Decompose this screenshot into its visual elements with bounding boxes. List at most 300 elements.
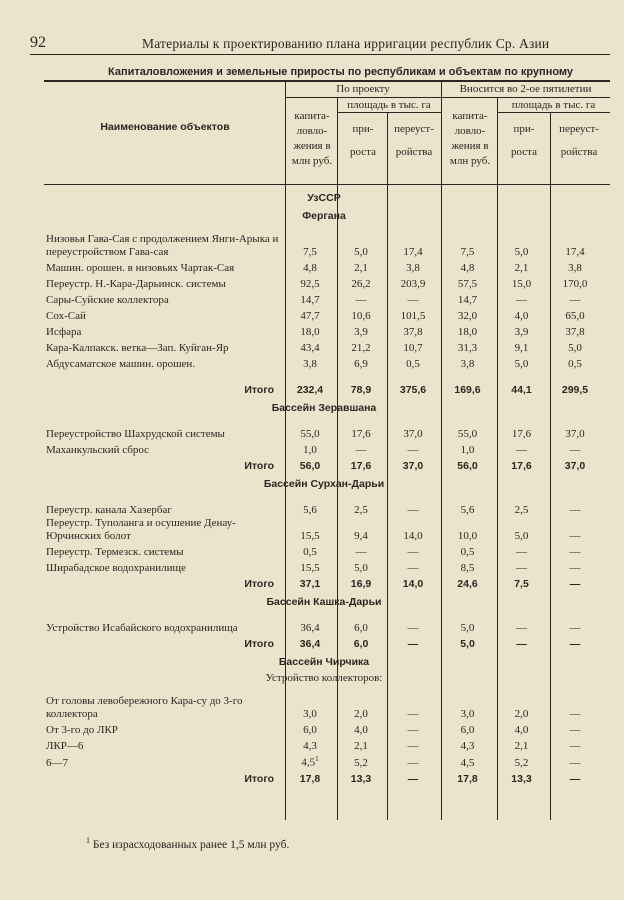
- object-name-cell: [46, 543, 284, 559]
- value-cell: 0,5: [460, 546, 475, 558]
- value-cell: —: [569, 294, 581, 306]
- object-name-cell: [46, 651, 602, 669]
- spacer-cell: [336, 223, 386, 233]
- object-name: Итого: [244, 460, 274, 472]
- value-cell: 37,0: [403, 428, 423, 440]
- value-cell: 5,0: [514, 246, 529, 258]
- object-name: Переустр. Термезск. системы: [46, 546, 184, 558]
- value-cell: 17,6: [350, 460, 372, 472]
- object-name: Устройство коллекторов:: [265, 672, 383, 684]
- value-cell: —: [407, 562, 419, 574]
- value-cell: 2,5: [354, 504, 368, 516]
- value-cell: 37,8: [565, 326, 585, 338]
- value-cell: 5,0: [460, 638, 475, 650]
- value-cell: 1,0: [460, 444, 475, 456]
- object-name-cell: [46, 381, 284, 397]
- value-cell: 18,0: [300, 326, 320, 338]
- value-cell: 203,9: [400, 278, 426, 290]
- value-cell: 3,0: [303, 708, 317, 720]
- object-name: Абдусаматское машин. орошен.: [46, 358, 196, 370]
- value-cell: —: [407, 708, 419, 720]
- value-cell: 5,6: [460, 504, 475, 516]
- value-cell: —: [569, 756, 581, 769]
- table-row: [46, 307, 602, 323]
- capital-header-2: капита- ловло- жения в млн руб.: [449, 110, 491, 167]
- object-name: Итого: [244, 638, 274, 650]
- object-name-cell: [46, 275, 284, 291]
- value-cell: 8,5: [460, 562, 475, 574]
- value-cell: 4,0: [514, 310, 529, 322]
- value-cell: 47,7: [300, 310, 320, 322]
- object-name-cell: [46, 721, 284, 737]
- value-cell: 101,5: [400, 310, 426, 322]
- object-name: Итого: [244, 578, 274, 590]
- table-row: [46, 233, 602, 259]
- table-row: [46, 491, 602, 501]
- spacer-cell: [386, 371, 440, 381]
- value-cell: —: [407, 740, 419, 752]
- object-name: Исфара: [46, 326, 82, 338]
- object-name: Кара-Калпакск. ветка—Зап. Куйган-Яр: [46, 342, 229, 354]
- table-row: [46, 355, 602, 371]
- value-cell: 5,0: [354, 246, 368, 258]
- table-row: [46, 737, 602, 753]
- value-cell: 3,0: [460, 708, 475, 720]
- value-cell: 6,0: [460, 724, 475, 736]
- object-name: Переустр. Н.-Кара-Дарьинск. системы: [46, 278, 226, 290]
- object-name: 6—7: [46, 756, 68, 769]
- spacer-cell: [495, 609, 548, 619]
- spacer-cell: [548, 685, 602, 695]
- spacer-cell: [440, 491, 495, 501]
- value-cell: 232,4: [296, 384, 324, 396]
- value-cell: —: [516, 294, 527, 306]
- spacer-cell: [284, 685, 336, 695]
- value-cell: 14,0: [403, 530, 423, 542]
- table-row: [46, 543, 602, 559]
- growth-header-2: при- роста: [511, 123, 537, 158]
- value-cell: 6,0: [303, 724, 317, 736]
- table-row: [46, 371, 602, 381]
- value-cell: 37,0: [564, 460, 586, 472]
- value-cell: 21,2: [351, 342, 371, 354]
- object-name: ЛКР—6: [46, 740, 84, 752]
- object-name-cell: [46, 575, 284, 591]
- spacer-cell: [46, 223, 284, 233]
- value-cell: 17,6: [511, 460, 532, 472]
- value-cell: 7,5: [514, 578, 529, 590]
- header-bottom-rule: [44, 184, 610, 185]
- table-row: [46, 501, 602, 517]
- object-name-cell: [46, 441, 284, 457]
- spacer-cell: [548, 491, 602, 501]
- table-row: [46, 259, 602, 275]
- header-rule: [30, 54, 610, 55]
- value-cell: 3,8: [303, 358, 317, 370]
- spacer-cell: [548, 609, 602, 619]
- running-title: Материалы к проектированию плана ирригации республик Ср. Азии: [142, 36, 550, 51]
- object-name-cell: [46, 619, 284, 635]
- value-cell: 17,8: [457, 772, 478, 785]
- name-column-header: Наименование объектов: [100, 121, 230, 133]
- spacer-cell: [284, 223, 336, 233]
- table-row: [46, 441, 602, 457]
- object-name-cell: [46, 737, 284, 753]
- value-cell: —: [569, 562, 581, 574]
- table-caption: Капиталовложения и земельные приросты по республикам и объектам по крупному: [108, 66, 574, 78]
- value-cell: 5,2: [514, 756, 529, 769]
- spacer-cell: [336, 415, 386, 425]
- value-cell: —: [569, 622, 581, 634]
- object-name-cell: [46, 770, 284, 786]
- spacer-cell: [46, 415, 284, 425]
- value-cell: —: [407, 756, 419, 769]
- spacer-cell: [284, 609, 336, 619]
- value-cell: 3,8: [568, 262, 582, 274]
- value-cell: 2,0: [354, 708, 368, 720]
- value-cell: 10,0: [457, 530, 478, 542]
- value-cell: 17,4: [403, 246, 423, 258]
- spacer-cell: [336, 685, 386, 695]
- object-name-cell: [46, 517, 284, 543]
- object-name: Итого: [244, 384, 274, 396]
- total-row: [46, 457, 602, 473]
- value-cell: 31,3: [457, 342, 478, 354]
- table-row: [46, 415, 602, 425]
- value-cell: 55,0: [300, 428, 320, 440]
- value-cell: 2,5: [514, 504, 529, 516]
- spacer-cell: [46, 491, 284, 501]
- section-heading-row: [46, 651, 602, 669]
- object-name-cell: [46, 501, 284, 517]
- value-cell: 36,4: [300, 622, 320, 634]
- value-cell: 32,0: [457, 310, 478, 322]
- table-row: [46, 619, 602, 635]
- value-cell: —: [516, 638, 527, 650]
- value-cell: —: [407, 622, 419, 634]
- value-cell: —: [407, 504, 419, 516]
- object-name: Низовья Гава-Сая с продолжением Янги-Арыка и переустройством Гава-сая: [46, 233, 279, 258]
- value-cell: 2,1: [354, 740, 368, 752]
- object-name: Маханкульский сброс: [46, 444, 150, 456]
- value-cell: 2,0: [514, 708, 529, 720]
- value-cell: 37,8: [403, 326, 423, 338]
- value-cell: 37,0: [402, 460, 424, 472]
- object-name: Итого: [244, 772, 274, 785]
- value-cell: 24,6: [457, 578, 478, 590]
- object-name: УзССР: [307, 192, 341, 204]
- spacer-cell: [440, 371, 495, 381]
- value-cell: 7,5: [303, 246, 317, 258]
- value-cell: 4,5: [460, 756, 475, 769]
- section-heading-row: [46, 187, 602, 205]
- value-cell: 78,9: [350, 384, 372, 396]
- value-cell: 5,2: [354, 756, 368, 769]
- value-cell: 4,0: [354, 724, 368, 736]
- section-heading-row: [46, 205, 602, 223]
- object-name: Переустр. канала Хазербаг: [46, 504, 172, 516]
- value-cell: —: [569, 772, 581, 785]
- value-cell: 4,8: [460, 262, 475, 274]
- section-heading-row: [46, 591, 602, 609]
- value-cell: —: [569, 740, 581, 752]
- value-cell: 5,6: [303, 504, 317, 516]
- value-cell: 56,0: [299, 460, 321, 472]
- spacer-cell: [336, 371, 386, 381]
- object-name: Ширабадское водохранилище: [46, 562, 186, 574]
- value-cell: 57,5: [457, 278, 478, 290]
- value-cell: —: [516, 622, 527, 634]
- project-group-header: По проекту: [336, 83, 390, 95]
- object-name-cell: [46, 559, 284, 575]
- value-cell: 5,0: [514, 530, 529, 542]
- total-row: [46, 575, 602, 591]
- object-name-cell: [46, 205, 602, 223]
- spacer-cell: [336, 609, 386, 619]
- table-row: [46, 517, 602, 543]
- value-cell: 7,5: [460, 246, 475, 258]
- object-name: От 3-го до ЛКР: [46, 724, 118, 736]
- value-cell: 14,0: [402, 578, 424, 590]
- table-row: [46, 275, 602, 291]
- value-cell: 3,9: [514, 326, 529, 338]
- object-name: Бассейн Зеравшана: [271, 402, 377, 414]
- spacer-cell: [548, 371, 602, 381]
- value-cell: 1,0: [303, 444, 317, 456]
- rebuild-header-1: переуст- ройства: [394, 123, 434, 158]
- value-cell: 15,5: [300, 530, 320, 542]
- value-cell: —: [569, 546, 581, 558]
- object-name: Устройство Исабайского водохранилища: [46, 622, 238, 634]
- table-row: [46, 323, 602, 339]
- table-row: [46, 339, 602, 355]
- spacer-cell: [386, 491, 440, 501]
- spacer-cell: [548, 223, 602, 233]
- value-cell: 56,0: [457, 460, 478, 472]
- value-cell: 55,0: [457, 428, 478, 440]
- value-cell: —: [516, 546, 527, 558]
- object-name-cell: [46, 635, 284, 651]
- value-cell: 6,0: [353, 638, 369, 650]
- value-cell: 5,0: [354, 562, 368, 574]
- value-cell: 37,0: [565, 428, 585, 440]
- value-cell: 13,3: [511, 772, 532, 785]
- spacer-cell: [284, 491, 336, 501]
- value-cell: 10,6: [351, 310, 371, 322]
- value-cell: —: [569, 578, 581, 590]
- value-cell: 15,0: [511, 278, 532, 290]
- object-name-cell: [46, 473, 602, 491]
- value-cell: —: [355, 546, 367, 558]
- value-cell: 5,0: [514, 358, 529, 370]
- spacer-cell: [386, 685, 440, 695]
- object-name-cell: [46, 187, 602, 205]
- second-plan-group-header: Вносится во 2-ое пятилетии: [459, 83, 592, 95]
- value-cell: 5,0: [460, 622, 475, 634]
- total-row: [46, 770, 602, 786]
- spacer-cell: [386, 609, 440, 619]
- object-name-cell: [46, 323, 284, 339]
- spacer-cell: [440, 223, 495, 233]
- object-name-cell: [46, 457, 284, 473]
- value-cell: 4,8: [303, 262, 317, 274]
- spacer-cell: [495, 223, 548, 233]
- value-cell: 3,8: [406, 262, 420, 274]
- value-cell: 13,3: [350, 772, 372, 785]
- object-name: Бассейн Сурхан-Дарьи: [263, 478, 385, 490]
- object-name: Сары-Суйские коллектора: [46, 294, 169, 306]
- page-number: 92: [30, 34, 46, 51]
- value-cell: —: [355, 294, 367, 306]
- value-cell: 16,9: [350, 578, 372, 590]
- object-name-cell: [46, 591, 602, 609]
- spacer-cell: [46, 609, 284, 619]
- value-cell: —: [569, 708, 581, 720]
- value-cell: 15,5: [300, 562, 320, 574]
- value-cell: 10,7: [403, 342, 423, 354]
- spacer-cell: [284, 415, 336, 425]
- object-name: Бассейн Кашка-Дарьи: [266, 596, 382, 608]
- value-cell: 0,5: [406, 358, 420, 370]
- spacer-cell: [284, 371, 336, 381]
- object-name: Фергана: [302, 210, 346, 222]
- value-cell: 14,7: [457, 294, 478, 306]
- object-name: Машин. орошен. в низовьях Чартак-Сая: [46, 262, 235, 274]
- value-cell: 5,0: [568, 342, 582, 354]
- value-cell: 0,5: [303, 546, 317, 558]
- value-cell: —: [407, 772, 419, 785]
- value-cell: 14,7: [300, 294, 320, 306]
- value-cell: —: [516, 562, 527, 574]
- value-cell: 2,1: [514, 740, 529, 752]
- spacer-cell: [46, 371, 284, 381]
- data-table: [46, 187, 602, 786]
- footnote: [86, 836, 289, 851]
- footnote-text: Без израсходованных ранее 1,5 млн руб.: [92, 838, 290, 851]
- page-header: [30, 30, 610, 52]
- value-cell: 18,0: [457, 326, 478, 338]
- value-cell: —: [569, 530, 581, 542]
- value-cell: 44,1: [511, 384, 532, 396]
- spacer-cell: [440, 685, 495, 695]
- object-name-cell: [46, 259, 284, 275]
- value-cell: —: [516, 444, 527, 456]
- value-cell: 17,6: [351, 428, 371, 440]
- object-name: Переустр. Туполанга и осушение Денау-Юрчинских болот: [46, 517, 236, 542]
- object-name-cell: [46, 291, 284, 307]
- value-cell: 4,3: [460, 740, 475, 752]
- table-row: [46, 609, 602, 619]
- value-cell: 36,4: [299, 638, 321, 650]
- value-cell: 169,6: [454, 384, 481, 396]
- value-cell: 37,1: [299, 578, 321, 590]
- object-name: Бассейн Чирчика: [278, 656, 370, 668]
- value-cell: 299,5: [561, 384, 589, 396]
- spacer-cell: [495, 415, 548, 425]
- table-row: [46, 223, 602, 233]
- value-cell: 3,8: [460, 358, 475, 370]
- spacer-cell: [386, 223, 440, 233]
- value-cell: —: [407, 444, 419, 456]
- table-row: [46, 425, 602, 441]
- value-cell: $4,5^1$: [301, 755, 319, 769]
- value-cell: 17,6: [511, 428, 532, 440]
- object-name-cell: [46, 339, 284, 355]
- value-cell: 6,0: [354, 622, 368, 634]
- value-cell: 3,9: [354, 326, 368, 338]
- value-cell: 17,4: [565, 246, 585, 258]
- capital-header-1: капита- ловло- жения в млн руб.: [291, 110, 333, 167]
- value-cell: 2,1: [354, 262, 368, 274]
- value-cell: —: [407, 546, 419, 558]
- value-cell: 65,0: [565, 310, 585, 322]
- object-name-cell: [46, 355, 284, 371]
- table-row: [46, 695, 602, 721]
- value-cell: 0,5: [568, 358, 582, 370]
- table-row: [46, 753, 602, 770]
- footnote-ref: 1: [315, 755, 319, 763]
- spacer-cell: [495, 371, 548, 381]
- spacer-cell: [495, 685, 548, 695]
- area-header-2: площадь в тыс. га: [511, 99, 596, 111]
- spacer-cell: [440, 609, 495, 619]
- value-cell: 170,0: [562, 278, 588, 290]
- spacer-cell: [440, 415, 495, 425]
- object-name-cell: [46, 669, 602, 685]
- table-row: [46, 291, 602, 307]
- object-name: От головы левобережного Кара-су до 3-го коллектора: [46, 695, 243, 720]
- footnote-mark: 1: [86, 836, 90, 845]
- value-cell: —: [569, 444, 581, 456]
- section-heading-row: [46, 473, 602, 491]
- object-name-cell: [46, 233, 284, 259]
- value-cell: 4,0: [514, 724, 529, 736]
- value-cell: 92,5: [300, 278, 320, 290]
- object-name-cell: [46, 307, 284, 323]
- object-name-cell: [46, 695, 284, 721]
- value-cell: 6,9: [354, 358, 368, 370]
- object-name-cell: [46, 753, 284, 770]
- table-row: [46, 559, 602, 575]
- area-header-1: площадь в тыс. га: [347, 99, 431, 111]
- value-cell: —: [407, 638, 419, 650]
- value-cell: 9,4: [354, 530, 368, 542]
- value-cell: —: [407, 724, 419, 736]
- spacer-cell: [548, 415, 602, 425]
- value-cell: —: [355, 444, 367, 456]
- value-cell: —: [407, 294, 419, 306]
- total-row: [46, 381, 602, 397]
- section-heading-row: [46, 397, 602, 415]
- value-cell: 375,6: [399, 384, 427, 396]
- table-row: [46, 669, 602, 685]
- value-cell: 4,3: [303, 740, 317, 752]
- spacer-cell: [386, 415, 440, 425]
- table-row: [46, 685, 602, 695]
- spacer-cell: [495, 491, 548, 501]
- table-row: [46, 721, 602, 737]
- object-name: Переустройство Шахрудской системы: [46, 428, 225, 440]
- object-name-cell: [46, 397, 602, 415]
- value-cell: —: [569, 504, 581, 516]
- value-cell: 17,8: [299, 772, 321, 785]
- rebuild-header-2: переуст- ройства: [559, 123, 599, 158]
- value-cell: —: [569, 638, 581, 650]
- value-cell: 9,1: [514, 342, 529, 354]
- spacer-cell: [336, 491, 386, 501]
- value-cell: 26,2: [351, 278, 371, 290]
- growth-header-1: при- роста: [350, 123, 376, 158]
